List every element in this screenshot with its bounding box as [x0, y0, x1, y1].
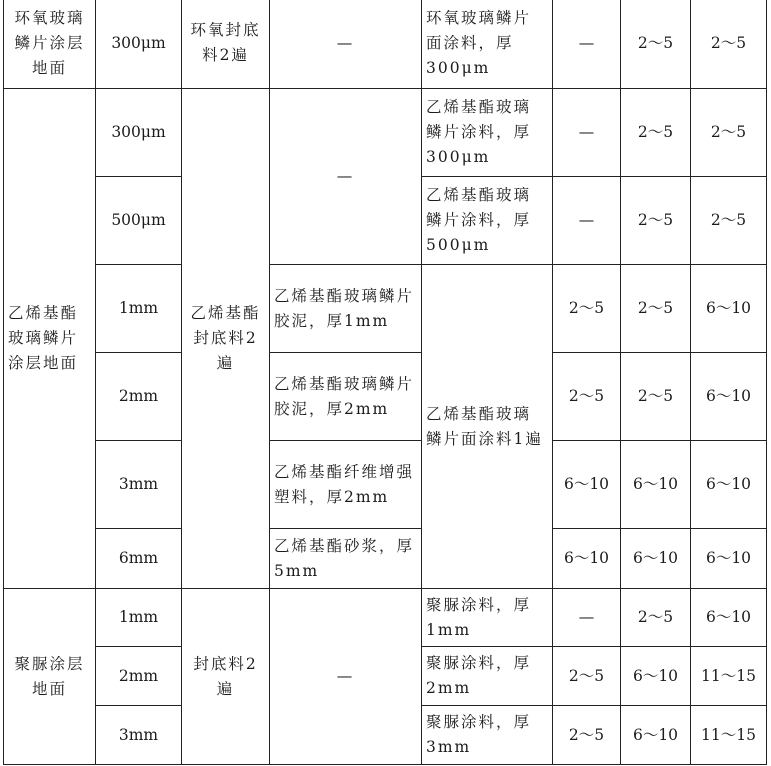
cell-top: 乙烯基酯玻璃鳞片面涂料1遍	[422, 265, 553, 589]
cell-top: 乙烯基酯玻璃鳞片涂料，厚300μm	[422, 89, 553, 177]
cell-v2: 2～5	[621, 353, 691, 441]
cell-v3: 2～5	[691, 177, 767, 265]
cell-thick: 6mm	[96, 529, 182, 589]
cell-type-vinyl: 乙烯基酯玻璃鳞片涂层地面	[4, 89, 96, 589]
cell-thick: 1mm	[96, 265, 182, 353]
cell-thick: 3mm	[96, 706, 182, 765]
table-row	[4, 89, 767, 177]
cell-v3: 11～15	[691, 706, 767, 765]
cell-v2: 6～10	[621, 706, 691, 765]
cell-top: 环氧玻璃鳞片面涂料，厚300μm	[422, 0, 553, 89]
cell-v1: 2～5	[553, 647, 621, 706]
cell-v2: 2～5	[621, 89, 691, 177]
coating-spec-table	[3, 0, 767, 765]
table-row	[4, 441, 767, 529]
cell-top: 聚脲涂料，厚1mm	[422, 589, 553, 647]
cell-type-epoxy: 环氧玻璃鳞片涂层地面	[4, 0, 96, 89]
cell-v1: 2～5	[553, 265, 621, 353]
cell-mid: —	[270, 589, 422, 765]
cell-v2: 2～5	[621, 177, 691, 265]
table-row	[4, 0, 767, 89]
cell-v1: 2～5	[553, 353, 621, 441]
cell-v2: 6～10	[621, 529, 691, 589]
cell-v2: 2～5	[621, 0, 691, 89]
cell-v3: 2～5	[691, 0, 767, 89]
cell-v3: 6～10	[691, 441, 767, 529]
cell-thick: 1mm	[96, 589, 182, 647]
cell-v2: 2～5	[621, 265, 691, 353]
cell-v2: 6～10	[621, 441, 691, 529]
cell-v1: 2～5	[553, 706, 621, 765]
cell-thick: 3mm	[96, 441, 182, 529]
cell-primer: 乙烯基酯封底料2遍	[182, 89, 270, 589]
table-row	[4, 353, 767, 441]
cell-top: 聚脲涂料，厚2mm	[422, 647, 553, 706]
cell-v1: —	[553, 177, 621, 265]
cell-mid: 乙烯基酯玻璃鳞片胶泥，厚1mm	[270, 265, 422, 353]
cell-v1: —	[553, 589, 621, 647]
cell-v3: 6～10	[691, 353, 767, 441]
cell-v1: 6～10	[553, 529, 621, 589]
cell-thick: 500μm	[96, 177, 182, 265]
cell-v1: 6～10	[553, 441, 621, 529]
cell-v1: —	[553, 89, 621, 177]
cell-v1: —	[553, 0, 621, 89]
cell-top: 乙烯基酯玻璃鳞片涂料，厚500μm	[422, 177, 553, 265]
cell-v2: 6～10	[621, 647, 691, 706]
cell-primer: 封底料2遍	[182, 589, 270, 765]
cell-v3: 11～15	[691, 647, 767, 706]
cell-thick: 2mm	[96, 353, 182, 441]
cell-mid: —	[270, 0, 422, 89]
cell-top: 聚脲涂料，厚3mm	[422, 706, 553, 765]
table-row	[4, 589, 767, 647]
cell-mid: 乙烯基酯玻璃鳞片胶泥，厚2mm	[270, 353, 422, 441]
table-row	[4, 265, 767, 353]
cell-thick: 300μm	[96, 89, 182, 177]
cell-mid: —	[270, 89, 422, 265]
cell-v2: 2～5	[621, 589, 691, 647]
table-row	[4, 529, 767, 589]
cell-v3: 6～10	[691, 589, 767, 647]
cell-v3: 2～5	[691, 89, 767, 177]
cell-v3: 6～10	[691, 265, 767, 353]
cell-v3: 6～10	[691, 529, 767, 589]
cell-thick: 2mm	[96, 647, 182, 706]
cell-type-polyurea: 聚脲涂层地面	[4, 589, 96, 765]
cell-mid: 乙烯基酯砂浆，厚5mm	[270, 529, 422, 589]
cell-primer: 环氧封底料2遍	[182, 0, 270, 89]
cell-thick: 300μm	[96, 0, 182, 89]
cell-mid: 乙烯基酯纤维增强塑料，厚2mm	[270, 441, 422, 529]
